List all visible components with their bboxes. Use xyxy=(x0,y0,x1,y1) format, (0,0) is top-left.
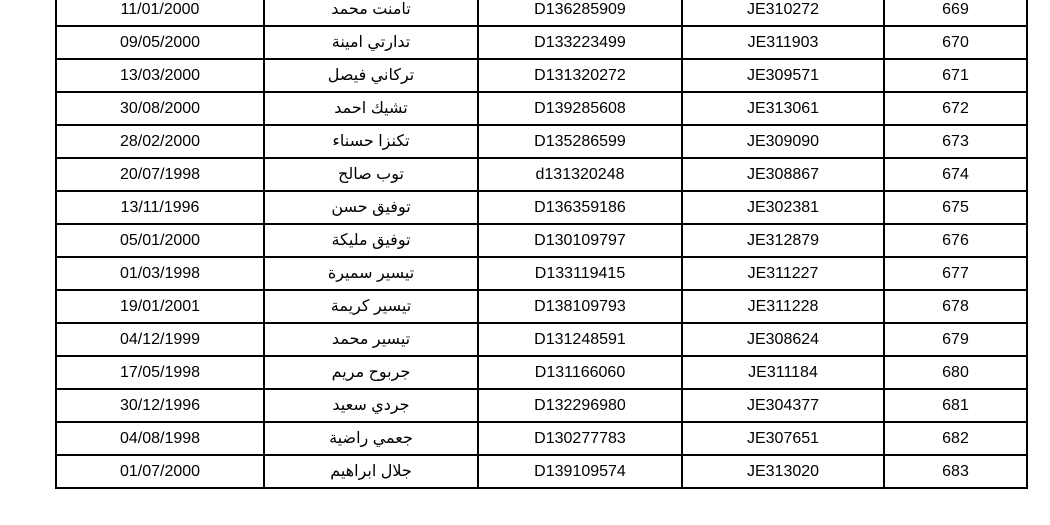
full-name-cell: تركاني فيصل xyxy=(264,59,478,92)
id-number-cell: D132296980 xyxy=(478,389,682,422)
row-number-cell: 678 xyxy=(884,290,1027,323)
roster-table-body xyxy=(56,0,1027,488)
row-number-cell: 675 xyxy=(884,191,1027,224)
full-name-cell: تيسير محمد xyxy=(264,323,478,356)
full-name-cell: توب صالح xyxy=(264,158,478,191)
registration-code-cell: JE311184 xyxy=(682,356,884,389)
table-row xyxy=(56,125,1027,158)
row-number-cell: 669 xyxy=(884,0,1027,26)
birth-date-cell: 20/07/1998 xyxy=(56,158,264,191)
full-name-cell: تيسير كريمة xyxy=(264,290,478,323)
birth-date-cell: 13/03/2000 xyxy=(56,59,264,92)
id-number-cell: D131166060 xyxy=(478,356,682,389)
table-row xyxy=(56,422,1027,455)
full-name-cell: تشيك احمد xyxy=(264,92,478,125)
table-row xyxy=(56,257,1027,290)
registration-code-cell: JE309571 xyxy=(682,59,884,92)
full-name-cell: تدارتي امينة xyxy=(264,26,478,59)
birth-date-cell: 04/08/1998 xyxy=(56,422,264,455)
registration-code-cell: JE308867 xyxy=(682,158,884,191)
table-row xyxy=(56,290,1027,323)
registration-code-cell: JE309090 xyxy=(682,125,884,158)
row-number-cell: 682 xyxy=(884,422,1027,455)
table-row xyxy=(56,356,1027,389)
table-row xyxy=(56,26,1027,59)
birth-date-cell: 01/07/2000 xyxy=(56,455,264,488)
full-name-cell: جعمي راضية xyxy=(264,422,478,455)
id-number-cell: D131320272 xyxy=(478,59,682,92)
birth-date-cell: 30/08/2000 xyxy=(56,92,264,125)
birth-date-cell: 19/01/2001 xyxy=(56,290,264,323)
registration-code-cell: JE313061 xyxy=(682,92,884,125)
roster-table xyxy=(55,0,1028,489)
full-name-cell: توفيق حسن xyxy=(264,191,478,224)
birth-date-cell: 11/01/2000 xyxy=(56,0,264,26)
id-number-cell: D130277783 xyxy=(478,422,682,455)
full-name-cell: جربوح مريم xyxy=(264,356,478,389)
id-number-cell: D135286599 xyxy=(478,125,682,158)
birth-date-cell: 30/12/1996 xyxy=(56,389,264,422)
row-number-cell: 672 xyxy=(884,92,1027,125)
birth-date-cell: 04/12/1999 xyxy=(56,323,264,356)
id-number-cell: D136359186 xyxy=(478,191,682,224)
row-number-cell: 671 xyxy=(884,59,1027,92)
registration-code-cell: JE312879 xyxy=(682,224,884,257)
row-number-cell: 680 xyxy=(884,356,1027,389)
registration-code-cell: JE311228 xyxy=(682,290,884,323)
registration-code-cell: JE311227 xyxy=(682,257,884,290)
id-number-cell: D131248591 xyxy=(478,323,682,356)
full-name-cell: جردي سعيد xyxy=(264,389,478,422)
table-row xyxy=(56,92,1027,125)
birth-date-cell: 09/05/2000 xyxy=(56,26,264,59)
table-row xyxy=(56,389,1027,422)
id-number-cell: D138109793 xyxy=(478,290,682,323)
full-name-cell: تيسير سميرة xyxy=(264,257,478,290)
row-number-cell: 679 xyxy=(884,323,1027,356)
registration-code-cell: JE304377 xyxy=(682,389,884,422)
birth-date-cell: 13/11/1996 xyxy=(56,191,264,224)
row-number-cell: 674 xyxy=(884,158,1027,191)
birth-date-cell: 05/01/2000 xyxy=(56,224,264,257)
row-number-cell: 681 xyxy=(884,389,1027,422)
registration-code-cell: JE310272 xyxy=(682,0,884,26)
table-row xyxy=(56,191,1027,224)
id-number-cell: D139285608 xyxy=(478,92,682,125)
registration-code-cell: JE311903 xyxy=(682,26,884,59)
id-number-cell: D136285909 xyxy=(478,0,682,26)
table-row xyxy=(56,158,1027,191)
table-row xyxy=(56,0,1027,26)
birth-date-cell: 01/03/1998 xyxy=(56,257,264,290)
id-number-cell: D139109574 xyxy=(478,455,682,488)
table-row xyxy=(56,323,1027,356)
full-name-cell: توفيق مليكة xyxy=(264,224,478,257)
id-number-cell: D133119415 xyxy=(478,257,682,290)
row-number-cell: 670 xyxy=(884,26,1027,59)
row-number-cell: 683 xyxy=(884,455,1027,488)
full-name-cell: تامنت محمد xyxy=(264,0,478,26)
id-number-cell: D133223499 xyxy=(478,26,682,59)
registration-code-cell: JE313020 xyxy=(682,455,884,488)
id-number-cell: d131320248 xyxy=(478,158,682,191)
id-number-cell: D130109797 xyxy=(478,224,682,257)
row-number-cell: 673 xyxy=(884,125,1027,158)
table-row xyxy=(56,455,1027,488)
registration-code-cell: JE307651 xyxy=(682,422,884,455)
birth-date-cell: 17/05/1998 xyxy=(56,356,264,389)
full-name-cell: جلال ابراهيم xyxy=(264,455,478,488)
registration-code-cell: JE302381 xyxy=(682,191,884,224)
table-row xyxy=(56,59,1027,92)
row-number-cell: 676 xyxy=(884,224,1027,257)
table-row xyxy=(56,224,1027,257)
full-name-cell: تكنزا حسناء xyxy=(264,125,478,158)
registration-code-cell: JE308624 xyxy=(682,323,884,356)
row-number-cell: 677 xyxy=(884,257,1027,290)
birth-date-cell: 28/02/2000 xyxy=(56,125,264,158)
student-roster xyxy=(55,0,1016,489)
